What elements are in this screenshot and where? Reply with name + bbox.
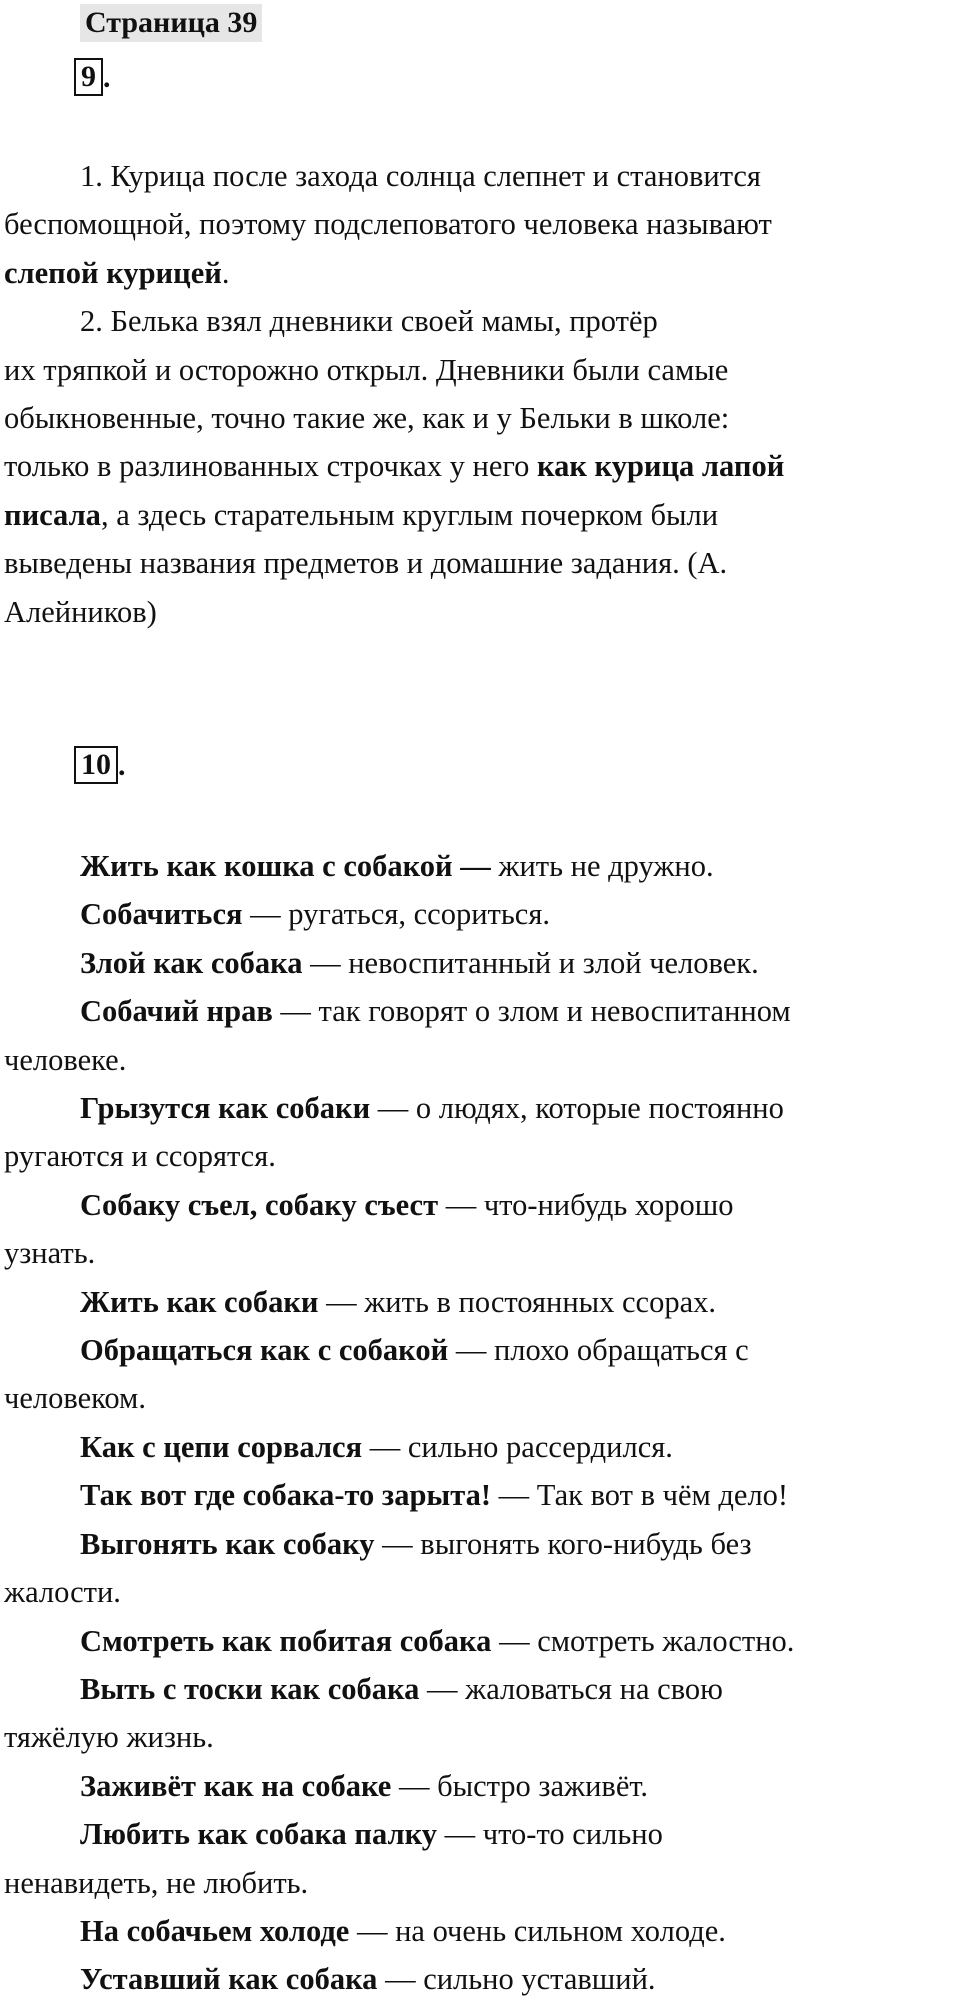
idiom-phrase: Заживёт как на собаке (80, 1768, 392, 1803)
idiom-meaning-continued: тяжёлую жизнь. (4, 1720, 214, 1755)
task-9-number-box: 9 (74, 58, 103, 96)
idiom-item (4, 1810, 956, 1907)
idiom-item (4, 1955, 956, 2003)
text-segment: обыкновенные, точно такие же, как и у Бельки в школе: (4, 401, 730, 436)
idiom-item (4, 987, 956, 1084)
idiom-item (4, 1181, 956, 1278)
idiom-dash: — (391, 1768, 438, 1803)
task-10-number: 10 . (74, 746, 126, 784)
idiom-meaning-continued: человеком. (4, 1381, 146, 1416)
idiom-phrase: Жить как кошка с собакой (80, 849, 453, 883)
idiom-item (4, 842, 956, 890)
idiom-dash: — (374, 1526, 421, 1561)
idiom-meaning: невоспитанный и злой человек. (348, 945, 759, 980)
idiom-meaning: о людях, которые постоянно (415, 1091, 784, 1126)
idiom-phrase: Уставший как собака (80, 1962, 378, 1997)
idiom-meaning: сильно уставший. (423, 1962, 656, 1997)
idiom-dash: — (491, 1623, 538, 1658)
idiom-meaning: так говорят о злом и невоспитанном (318, 994, 791, 1029)
idiom-phrase: Смотреть как побитая собака (80, 1623, 492, 1658)
idiom-meaning-continued: ненавидеть, не любить. (4, 1865, 309, 1900)
idiom-item (4, 1423, 956, 1471)
text-segment: , а здесь старательным круглым почерком были (100, 497, 719, 532)
idiom-item (4, 939, 956, 987)
idiom-meaning-continued: жалости. (4, 1575, 121, 1610)
idiom-phrase: Выгонять как собаку (80, 1526, 375, 1561)
idiom-item (4, 1907, 956, 1955)
bold-phrase: слепой курицей (4, 255, 222, 290)
bold-phrase: как курица лапой (537, 449, 785, 484)
idiom-item (4, 1471, 956, 1519)
idiom-phrase: Грызутся как собаки (80, 1091, 371, 1126)
idiom-item (4, 1326, 956, 1423)
task-9-paragraph (4, 152, 956, 297)
idiom-meaning-continued: человеке. (4, 1042, 127, 1077)
idiom-dash: — (437, 1817, 483, 1852)
idiom-meaning: сильно рассердился. (407, 1429, 673, 1464)
idiom-phrase: Собаку съел, собаку съест (80, 1187, 439, 1222)
idiom-dash: — (377, 1962, 424, 1997)
idiom-phrase: Любить как собака палку (80, 1817, 438, 1852)
idiom-dash: — (448, 1333, 494, 1368)
idiom-dash: — (272, 994, 319, 1029)
idiom-meaning: жить не дружно. (498, 849, 714, 883)
idiom-phrase: Обращаться как с собакой (80, 1333, 449, 1368)
idiom-meaning: жить в постоянных ссорах. (364, 1284, 716, 1319)
idiom-dash: — (349, 1913, 396, 1948)
idiom-dash: — (362, 1429, 408, 1464)
task-10-number-box: 10 (74, 746, 118, 784)
text-segment: только в разлинованных строчках у него (4, 449, 537, 484)
idiom-phrase: Злой как собака (80, 945, 303, 980)
idiom-phrase: Выть с тоски как собака (80, 1671, 420, 1706)
idiom-phrase: Как с цепи сорвался (80, 1429, 363, 1464)
idiom-phrase: Собачий нрав (80, 994, 273, 1029)
idiom-item (4, 1520, 956, 1617)
idiom-item (4, 1762, 956, 1810)
idiom-meaning-continued: узнать. (4, 1236, 96, 1271)
idiom-meaning: что-нибудь хорошо (483, 1187, 734, 1222)
task-10-list (4, 842, 956, 2004)
text-segment: их тряпкой и осторожно открыл. Дневники были самые (4, 352, 729, 387)
idiom-dash: — (302, 945, 349, 980)
idiom-meaning: что-то сильно (482, 1817, 663, 1852)
idiom-phrase: Так вот где собака-то зарыта! (80, 1478, 491, 1513)
idiom-phrase: Собачиться (80, 897, 243, 932)
text-segment: выведены названия предметов и домашние задания. (А. (4, 546, 728, 581)
idiom-dash: — (452, 849, 499, 883)
idiom-dash: — (370, 1091, 416, 1126)
idiom-meaning: выгонять кого-нибудь без (420, 1526, 752, 1561)
idiom-phrase: Жить как собаки (80, 1284, 319, 1319)
idiom-dash: — (490, 1478, 537, 1513)
text-segment: 2. Белька взял дневники своей мамы, протёр (80, 304, 658, 339)
idiom-dash: — (438, 1187, 484, 1222)
idiom-item (4, 1665, 956, 1762)
bold-phrase: писала (4, 497, 101, 532)
text-segment: 1. Курица после захода солнца слепнет и становится (80, 159, 761, 193)
idiom-meaning: плохо обращаться с (493, 1333, 749, 1368)
text-segment: Алейников) (4, 594, 157, 629)
idiom-item (4, 890, 956, 938)
idiom-meaning: смотреть жалостно. (537, 1623, 795, 1658)
idiom-dash: — (419, 1671, 466, 1706)
task-9-paragraph (4, 297, 956, 636)
text-segment: беспомощной, поэтому подслеповатого человека называют (4, 207, 772, 242)
idiom-phrase: На собачьем холоде (80, 1913, 350, 1948)
task-9-text (4, 152, 956, 636)
idiom-meaning: на очень сильном холоде. (395, 1913, 726, 1948)
idiom-dash: — (242, 897, 289, 932)
idiom-dash: — (318, 1284, 365, 1319)
idiom-item (4, 1617, 956, 1665)
idiom-meaning: ругаться, ссориться. (288, 897, 550, 932)
idiom-meaning: Так вот в чём дело! (536, 1478, 789, 1513)
page-title: Страница 39 (80, 4, 262, 42)
idiom-meaning: быстро заживёт. (437, 1768, 649, 1803)
task-9-number: 9 . (74, 58, 111, 96)
text-segment: . (221, 255, 230, 290)
idiom-item (4, 1278, 956, 1326)
idiom-meaning-continued: ругаются и ссорятся. (4, 1139, 276, 1174)
idiom-item (4, 1084, 956, 1181)
idiom-meaning: жаловаться на свою (465, 1671, 723, 1706)
